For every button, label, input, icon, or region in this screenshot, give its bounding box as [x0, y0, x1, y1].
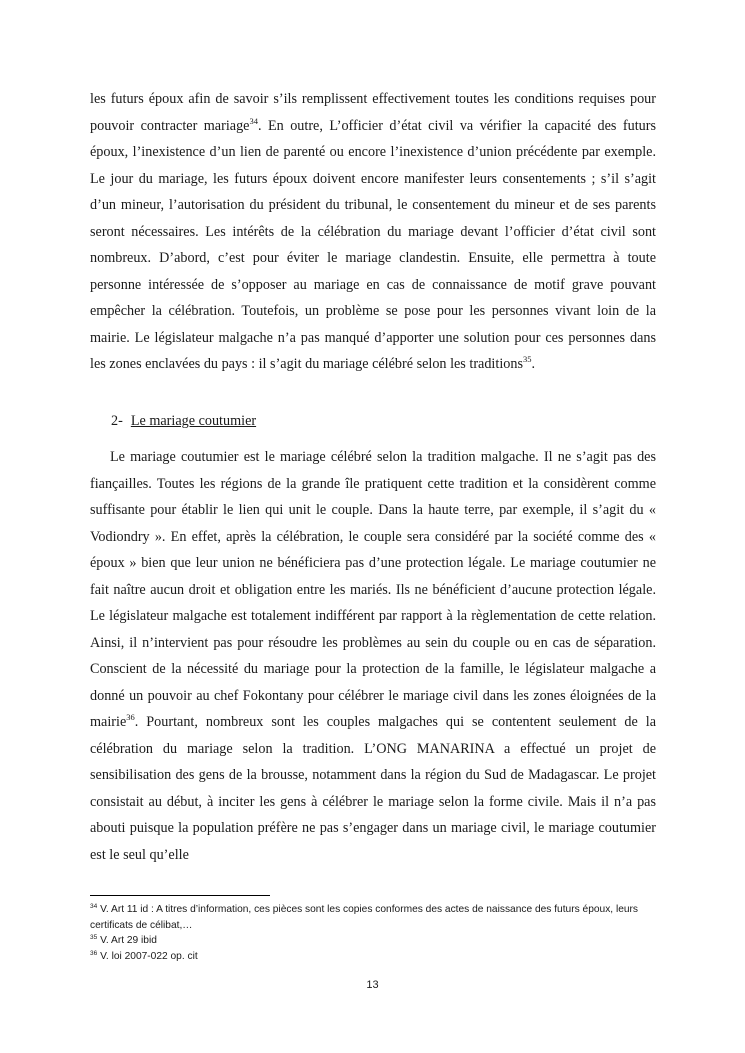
paragraph-text: Le mariage coutumier est le mariage célébré selon la tradition malgache. Il ne s’agit pas des fiançailles. Toutes les régions de la grande île pratiquent cette tradition et la considèrent comme suffisante pour établir le lien qui unit le couple. Dans la haute terre, par exemple, il s’agit du « Vodiondry ». En effet, après la célébration, le couple sera considéré par la société comme des « époux » bien que leur union ne bénéficiera pas d’une protection légale. Le mariage coutumier ne fait naître aucun droit et obligation entre les mariés. Ils ne bénéficient d’aucune protection légale. Le législateur malgache est totalement indifférent par rapport à la règlementation de cette relation. Ainsi, il n’intervient pas pour résoudre les problèmes au sein du couple ou en cas de séparation. Conscient de la nécessité du mariage pour la protection de la famille, le législateur malgache a donné un pouvoir au chef Fokontany pour célébrer le mariage civil dans les zones éloignées de la mairie	[90, 449, 656, 730]
paragraph-civil-marriage	[90, 86, 656, 378]
footnote-ref-35[interactable]: 35	[522, 354, 532, 364]
footnote-text: V. Art 29 ibid	[97, 935, 157, 946]
footnotes	[90, 902, 660, 964]
footnote-number: 34	[90, 903, 98, 910]
paragraph-text: . Pourtant, nombreux sont les couples malgaches qui se contentent seulement de la célébration du mariage selon la tradition. L’ONG MANARINA a effectué un projet de sensibilisation des gens de la brousse, notamment dans la région du Sud de Madagascar. Le projet consistait au début, à inciter les gens à célébrer le mariage selon la forme civile. Mais il n’a pas abouti puisque la population préfère ne pas s’engager dans un mariage civil, le mariage coutumier est le seul qu’elle	[90, 714, 656, 863]
footnote-number: 35	[90, 934, 98, 941]
paragraph-text: . En outre, L’officier d’état civil va vérifier la capacité des futurs époux, l’inexistence d’un lien de parenté ou encore l’inexistence d’union précédente par exemple. Le jour du mariage, les futurs époux doivent encore manifester leurs consentements ; s’il s’agit d’un mineur, l’autorisation du président du tribunal, le consentement du mineur et de ses parents seront nécessaires. Les intérêts de la célébration du mariage devant l’officier d’état civil sont nombreux. D’abord, c’est pour éviter le mariage clandestin. Ensuite, elle permettra à toute personne intéressée de s’opposer au mariage en cas de connaissance de motif grave pouvant empêcher la célébration. Toutefois, un problème se pose pour les personnes vivant loin de la mairie. Le législateur malgache n’a pas manqué d’apporter une solution pour ces personnes dans les zones enclavées du pays : il s’agit du mariage célébré selon les traditions	[90, 117, 657, 372]
paragraph-text: les futurs époux afin de savoir s’ils remplissent effectivement toutes les conditions requises pour pouvoir contracter mariage	[90, 91, 656, 134]
footnote-number: 36	[90, 949, 98, 957]
page-number: 13	[366, 979, 379, 991]
footnote-text: V. loi 2007-022 op. cit	[97, 950, 198, 962]
section-title: Le mariage coutumier	[130, 413, 257, 429]
footnote-ref-34[interactable]: 34	[249, 115, 258, 126]
paragraph-text: .	[531, 356, 536, 372]
footnote-text: V. Art 11 id : A titres d’information, ces pièces sont les copies conformes des actes de naissance des futurs époux, leurs certificats de célibat,…	[90, 904, 639, 931]
footnote-ref-36[interactable]: 36	[126, 712, 135, 722]
footnote-34	[90, 902, 660, 933]
section-number: 2-	[111, 413, 123, 429]
footnote-35	[90, 933, 660, 949]
paragraph-customary-marriage	[90, 444, 656, 868]
section-heading	[111, 408, 256, 435]
footnote-36	[90, 949, 660, 965]
footnote-separator	[90, 895, 270, 896]
